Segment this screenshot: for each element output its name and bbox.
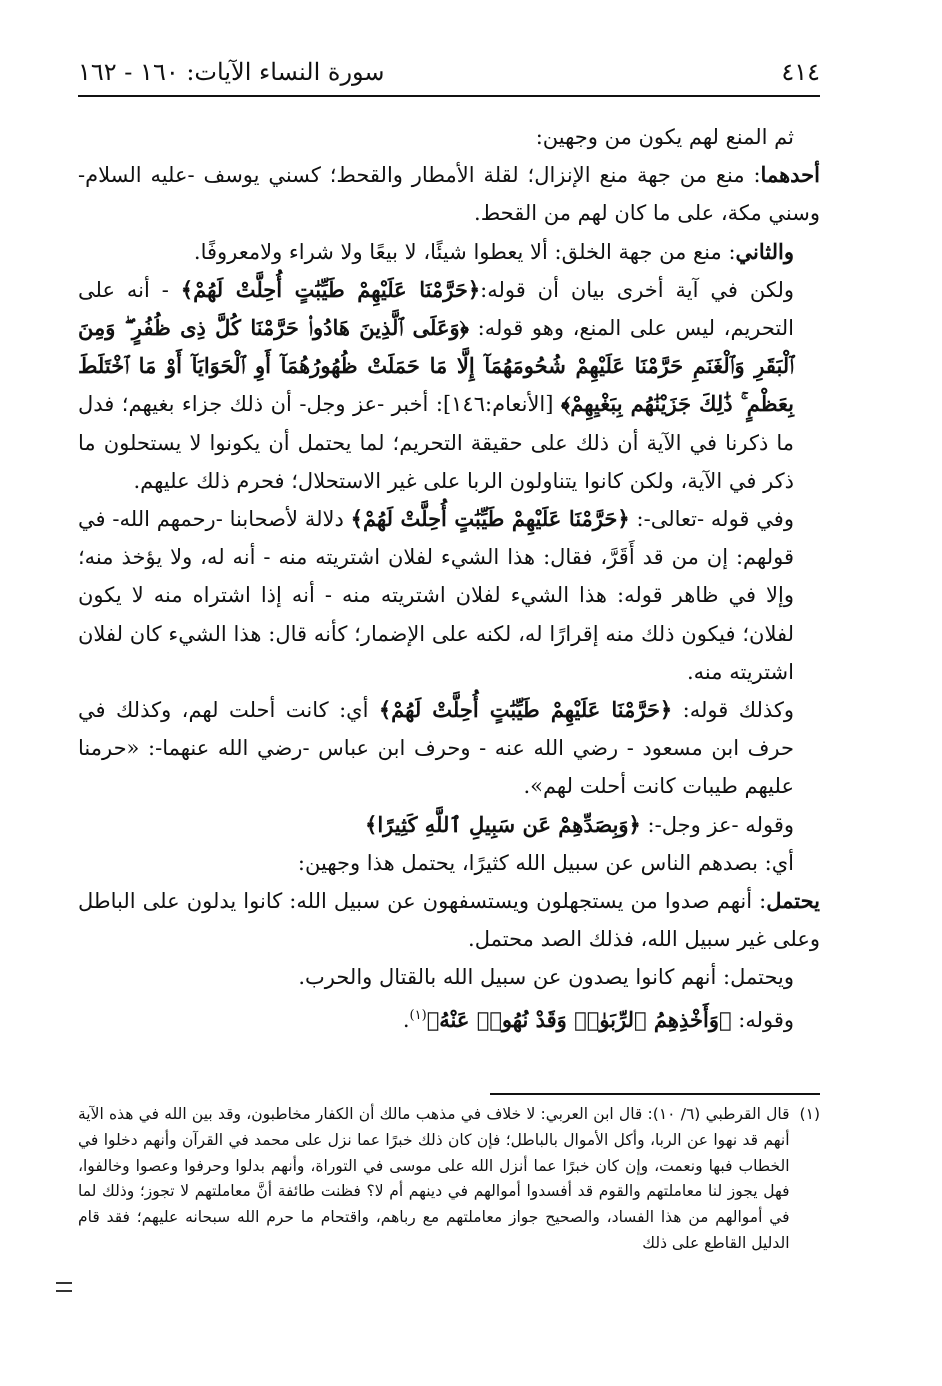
section-title: سورة النساء الآيات: ١٦٠ - ١٦٢ (78, 58, 385, 86)
text-run: وفي قوله -تعالى-: (629, 507, 794, 532)
footnote-rule (490, 1093, 820, 1095)
paragraph (78, 500, 820, 691)
footnote (78, 1102, 820, 1257)
footnote-number: (١) (799, 1105, 820, 1123)
paragraph (78, 118, 820, 156)
header-rule (78, 95, 820, 97)
text-run: : أنهم صدوا من يستجهلون ويستسفهون عن سبيل الله: كانوا يدلون على الباطل وعلى غير سبيل الله، فذلك الصد محتمل. (78, 889, 820, 952)
paragraph (78, 882, 820, 958)
footnote-ref: (١) (409, 1007, 427, 1023)
page-number: ٤١٤ (781, 58, 820, 86)
paragraph (78, 156, 820, 232)
text-run: وقوله -عز وجل-: (640, 812, 794, 837)
text-run: أي: بصدهم الناس عن سبيل الله كثيرًا، يحتمل هذا وجهين: (297, 850, 794, 875)
paragraph (78, 233, 820, 271)
paragraph (78, 997, 820, 1039)
paragraph (78, 271, 820, 500)
text-run: - أنه على التحريم، ليس على المنع، وهو قوله: (78, 277, 794, 341)
quran-verse: ﴿وَعَلَى ٱلَّذِينَ هَادُوا۟ حَرَّمْنَا كُلَّ ذِى ظُفُرٍ ۖ وَمِنَ ٱلْبَقَرِ وَٱلْغَنَمِ حَرَّمْنَا عَلَيْهِمْ شُحُومَهُمَآ إِلَّا مَا حَمَلَتْ ظُهُورُهُمَآ أَوِ ٱلْحَوَايَآ أَوْ مَا ٱخْتَلَطَ بِعَظْمٍ ۚ ذَٰلِكَ جَزَيْنَٰهُم بِبَغْيِهِمْ﴾ (78, 315, 794, 417)
footnotes (78, 1102, 820, 1257)
text-run: ويحتمل: أنهم كانوا يصدون عن سبيل الله بالقتال والحرب. (298, 965, 794, 990)
quran-verse: ﴿وَأَخْذِهِمُ ٱلرِّبَوٰا۟ وَقَدْ نُهُوا۟ عَنْهُ﴾ (426, 1006, 732, 1032)
footnote-text: قال القرطبي (٦/ ١٠): قال ابن العربي: لا خلاف في مذهب مالك أن الكفار مخاطبون، وقد بين الله في هذه الآية أنهم قد نهوا عن الربا، وأكل الأموال بالباطل؛ فإن كان ذلك خبرًا عما نزل على محمد في القرآن وأنهم دخلوا في الخطاب فبها ونعمت، وإن كان خبرًا عما أنزل الله على موسى في التوراة، وأنهم بدلوا وحرفوا وعصوا وخالفوا، فهل يجوز لنا معاملتهم والقوم قد أفسدوا أموالهم في دينهم أم لا؟ فظنت طائفة أنَّ معاملتهم لا تجوز؛ وذلك لما في أموالهم من هذا الفساد، والصحيح جواز معاملتهم مع رباهم، واقتحام ما حرم الله سبحانه عليهم؛ فقد قام الدليل القاطع على ذلك (78, 1105, 790, 1252)
quran-verse: ﴿حَرَّمْنَا عَلَيْهِمْ طَيِّبَٰتٍ أُحِلَّتْ لَهُمْ﴾ (378, 697, 673, 723)
text-run: وكذلك قوله: (672, 698, 795, 723)
text-run: دلالة لأصحابنا -رحمهم الله- في قولهم: إن من قد أَقَرَّ، فقال: هذا الشيء لفلان اشتريته منه - أنه له، ولا يؤخذ منه؛ وإلا في ظاهر قوله: هذا الشيء لفلان اشتريته منه - أنه إذا اشتراه منه لا يكون لفلان؛ فيكون ذلك منه إقرارًا له، لكنه على الإضمار؛ كأنه قال: هذا الشيء كان لفلان اشتريته منه. (78, 507, 794, 684)
paragraph (78, 844, 820, 882)
text-run: . (402, 1007, 410, 1032)
running-header (78, 52, 820, 92)
text-run: ثم المنع لهم يكون من وجهين: (535, 125, 794, 149)
quran-verse: ﴿حَرَّمْنَا عَلَيْهِمْ طَيِّبَٰتٍ أُحِلَّتْ لَهُمْ﴾ (180, 276, 481, 302)
text-run: وقوله: (731, 1007, 794, 1032)
term-label: والثاني (735, 238, 794, 264)
text-run: : منع من جهة منع الإنزال؛ لقلة الأمطار والقحط؛ كسني يوسف -عليه السلام- وسني مكة، على ما كان لهم من القحط. (78, 163, 820, 226)
text-run: : منع من جهة الخلق: ألا يعطوا شيئًا، لا بيعًا ولا شراء ولامعروفًا. (193, 239, 736, 264)
margin-mark (56, 1282, 72, 1292)
quran-verse: ﴿حَرَّمْنَا عَلَيْهِمْ طَيِّبَٰتٍ أُحِلَّتْ لَهُمْ﴾ (350, 506, 630, 532)
paragraph (78, 691, 820, 806)
text-run: أي: كانت أحلت لهم، وكذلك في حرف ابن مسعود - رضي الله عنه - وحرف ابن عباس -رضي الله عنهما-: «حرمنا عليهم طيبات كانت أحلت لهم». (78, 698, 794, 799)
text-run: ولكن في آية أخرى بيان أن قوله: (480, 277, 794, 302)
paragraph (78, 958, 820, 996)
quran-verse: ﴿وَبِصَدِّهِمْ عَن سَبِيلِ ٱللَّهِ كَثِيرًا﴾ (365, 811, 641, 837)
term-label: يحتمل (766, 888, 820, 914)
main-text (78, 118, 820, 1039)
book-page (78, 52, 820, 1352)
text-run: [الأنعام:١٤٦]: أخبر -عز وجل- أن ذلك جزاء بغيهم؛ فدل ما ذكرنا في الآية أن ذلك على حقيقة التحريم؛ لما يحتمل أن يكونوا لا يستحلون ما ذكر في الآية، ولكن كانوا يتناولون الربا على غير الاستحلال؛ فحرم ذلك عليهم. (78, 392, 794, 493)
paragraph (78, 806, 820, 844)
term-label: أحدهما (760, 162, 820, 188)
